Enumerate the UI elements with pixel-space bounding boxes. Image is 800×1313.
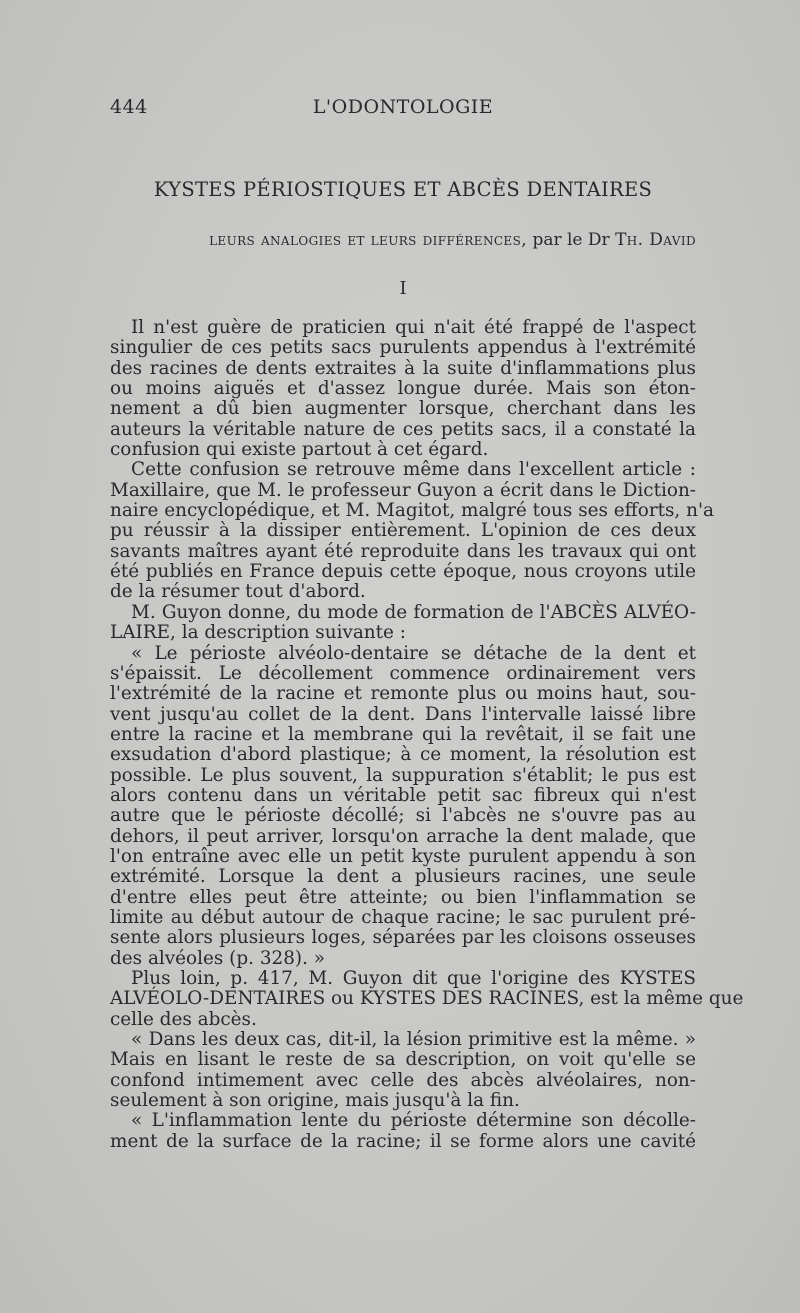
text-line: de la résumer tout d'abord. — [110, 581, 366, 603]
text-line: autre que le périoste décollé; si l'abcès ne s'ouvre pas au — [110, 805, 696, 827]
text-line: naire encyclopédique, et M. Magitot, malgré tous ses efforts, n'a — [110, 500, 714, 522]
text-line: dehors, il peut arriver, lorsqu'on arrache la dent malade, que — [110, 825, 696, 847]
text-line: possible. Le plus souvent, la suppuration s'établit; le pus est — [110, 764, 696, 786]
text-line: singulier de ces petits sacs purulents appendus à l'extrémité — [110, 337, 696, 359]
byline-author: Th. David — [615, 230, 696, 250]
text-line: s'épaissit. Le décollement commence ordinairement vers — [110, 662, 696, 684]
text-line: « Le périoste alvéolo-dentaire se détache de la dent et — [131, 642, 696, 664]
text-line: Cette confusion se retrouve même dans l'excellent article : — [131, 459, 696, 481]
text-line: exsudation d'abord plastique; à ce moment, la résolution est — [110, 744, 696, 766]
text-line: des alvéoles (p. 328). » — [110, 947, 326, 969]
byline — [110, 230, 696, 250]
text-line: celle des abcès. — [110, 1008, 257, 1030]
text-line: ALVÉOLO-DENTAIRES ou KYSTES DES RACINES, est la même que — [110, 988, 744, 1010]
running-head — [110, 96, 696, 124]
text-line: l'extrémité de la racine et remonte plus ou moins haut, sou- — [110, 683, 696, 705]
text-line: M. Guyon donne, du mode de formation de l'ABCÈS ALVÉO- — [131, 601, 696, 623]
text-line: Maxillaire, que M. le professeur Guyon a écrit dans le Diction- — [110, 479, 696, 501]
text-line: « Dans les deux cas, dit-il, la lésion primitive est la même. » — [131, 1029, 696, 1051]
text-line: vent jusqu'au collet de la dent. Dans l'intervalle laissé libre — [110, 703, 696, 725]
journal-title: L'ODONTOLOGIE — [312, 96, 494, 118]
text-line: ment de la surface de la racine; il se forme alors une cavité — [110, 1130, 696, 1152]
text-line: nement a dû bien augmenter lorsque, cherchant dans les — [110, 398, 696, 420]
text-line: seulement à son origine, mais jusqu'à la fin. — [110, 1090, 520, 1112]
text-line: auteurs la véritable nature de ces petits sacs, il a constaté la — [110, 418, 696, 440]
section-number: I — [399, 278, 407, 299]
text-line: été publiés en France depuis cette époque, nous croyons utile — [110, 561, 696, 583]
text-line: entre la racine et la membrane qui la revêtait, il se fait une — [110, 723, 696, 745]
text-line: confusion qui existe partout à cet égard. — [110, 439, 489, 461]
article-body — [110, 317, 744, 1152]
byline-subtitle: leurs analogies et leurs différences, — [209, 230, 528, 250]
text-line: d'entre elles peut être atteinte; ou bien l'inflammation se — [110, 886, 696, 908]
text-line: limite au début autour de chaque racine; le sac purulent pré- — [110, 906, 696, 928]
text-line: Mais en lisant le reste de sa description, on voit qu'elle se — [110, 1049, 696, 1071]
text-line: alors contenu dans un véritable petit sac fibreux qui n'est — [110, 784, 696, 806]
text-line: pu réussir à la dissiper entièrement. L'opinion de ces deux — [110, 520, 696, 542]
article-title: KYSTES PÉRIOSTIQUES ET ABCÈS DENTAIRES — [153, 178, 653, 201]
text-line: extrémité. Lorsque la dent a plusieurs racines, une seule — [110, 866, 696, 888]
text-line: savants maîtres ayant été reproduite dans les travaux qui ont — [110, 540, 696, 562]
text-line: Il n'est guère de praticien qui n'ait été frappé de l'aspect — [131, 317, 696, 338]
text-line: ou moins aiguës et d'assez longue durée. Mais son éton- — [110, 378, 696, 400]
text-line: « L'inflammation lente du périoste détermine son décolle- — [131, 1110, 696, 1132]
text-line: Plus loin, p. 417, M. Guyon dit que l'origine des KYSTES — [131, 968, 696, 989]
text-line: confond intimement avec celle des abcès alvéolaires, non- — [110, 1069, 696, 1091]
text-line: des racines de dents extraites à la suite d'inflammations plus — [110, 357, 696, 379]
page-number: 444 — [110, 96, 148, 118]
text-line: sente alors plusieurs loges, séparées par les cloisons osseuses — [110, 927, 696, 949]
text-line: l'on entraîne avec elle un petit kyste purulent appendu à son — [110, 845, 696, 867]
byline-by: par le — [532, 230, 583, 250]
text-line: LAIRE, la description suivante : — [110, 622, 406, 644]
byline-doctor: Dr — [587, 230, 610, 250]
